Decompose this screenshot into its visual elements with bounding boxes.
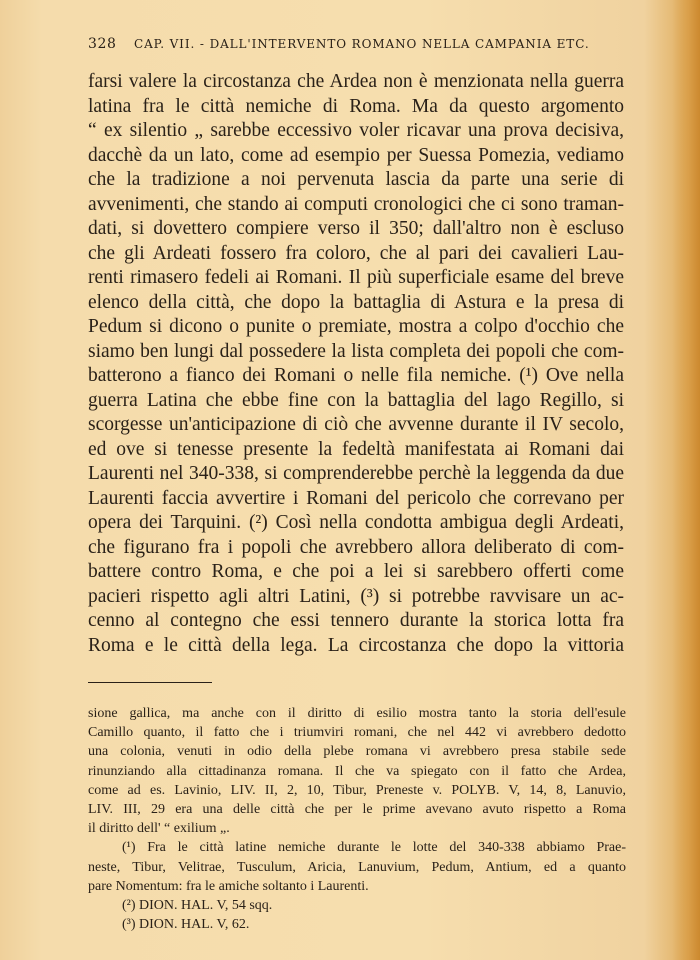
text-line: “ ex silentio „ sarebbe eccessivo voler ricavar una prova decisiva,: [88, 120, 624, 141]
text-line: cenno al contegno che essi tennero durante la storica lotta fra: [88, 610, 624, 631]
running-head: CAP. VII. - DALL'INTERVENTO ROMANO NELLA CAMPANIA ETC.: [134, 37, 590, 51]
text-line: che la tradizione a noi pervenuta lascia da parte una serie di: [88, 169, 624, 190]
main-text: [88, 70, 624, 658]
text-line: ed ove si tenesse presente la fedeltà manifestata ai Romani dai: [88, 438, 624, 460]
footnote-line: neste, Tibur, Velitrae, Tusculum, Aricia, Lanuvium, Pedum, Antium, ed a quanto: [88, 859, 626, 875]
text-line: latina fra le città nemiche di Roma. Ma da questo argomento: [88, 95, 624, 117]
text-line: avvenimenti, che stando ai computi cronologici che ci sono traman-: [88, 193, 624, 215]
footnote-line: rinunziando alla cittadinanza romana. Il che va spiegato con il fatto che Ardea,: [88, 763, 626, 779]
footnotes: [88, 704, 626, 934]
text-line: battere contro Roma, e che poi a lei si sarebbero offerti come: [88, 561, 624, 582]
footnote-line: Camillo quanto, il fatto che i triumviri romani, che nel 442 vi avrebbero dedotto: [88, 725, 626, 741]
text-line: Laurenti nel 340-338, si comprenderebbe perchè la leggenda da due: [88, 463, 624, 484]
page-number: 328: [88, 36, 117, 52]
footnote-line: LIV. III, 29 era una delle città che per le prime avevano avuto rispetto a Roma: [88, 801, 626, 817]
footnote-line: pare Nomentum: fra le amiche soltanto i Laurenti.: [88, 878, 369, 894]
footnote-line: sione gallica, ma anche con il diritto di esilio mostra tanto la storia dell'esule: [88, 706, 626, 721]
footnote-separator: [88, 682, 212, 683]
footnote-3: (³) DION. HAL. V, 62.: [122, 917, 250, 933]
text-line: Roma e le città della lega. La circostanza che dopo la vittoria: [88, 634, 624, 656]
text-line: opera dei Tarquini. (²) Così nella condotta ambigua degli Ardeati,: [88, 512, 624, 533]
text-line: Pedum si dicono o punite o premiate, mostra a colpo d'occhio che: [88, 316, 624, 337]
text-line: Laurenti faccia avvertire i Romani del pericolo che correvano per: [88, 487, 624, 509]
page-spine-shadow: [672, 0, 700, 960]
footnote-line: come ad es. Lavinio, LIV. II, 2, 10, Tibur, Preneste v. POLYB. V, 14, 8, Lanuvio,: [88, 782, 626, 798]
text-line: elenco della città, che dopo la battaglia di Astura e la presa di: [88, 291, 624, 313]
text-line: renti rimasero fedeli ai Romani. Il più superficiale esame del breve: [88, 267, 624, 288]
footnote-1: (¹) Fra le città latine nemiche durante le lotte del 340-338 abbiamo Prae-: [122, 840, 626, 856]
text-line: pacieri rispetto agli altri Latini, (³) si potrebbe ravvisare un ac-: [88, 585, 624, 607]
footnote-line: il diritto dell' “ exilium „.: [88, 821, 230, 837]
text-line: farsi valere la circostanza che Ardea non è menzionata nella guerra: [88, 71, 624, 92]
text-line: batterono a fianco dei Romani o nelle fila nemiche. (¹) Ove nella: [88, 365, 624, 386]
text-line: siamo ben lungi dal possedere la lista completa dei popoli che com-: [88, 340, 624, 362]
text-line: che gli Ardeati fossero fra coloro, che al pari dei cavalieri Lau-: [88, 242, 624, 264]
text-line: dati, si dovettero compiere verso il 350; dall'altro non è escluso: [88, 218, 624, 239]
page-header: [88, 36, 628, 58]
text-line: dacchè da un lato, come ad esempio per Suessa Pomezia, vediamo: [88, 144, 624, 166]
footnote-2: (²) DION. HAL. V, 54 sqq.: [122, 897, 273, 913]
text-line: guerra Latina che ebbe fine con la battaglia del lago Regillo, si: [88, 389, 624, 411]
text-line: che figurano fra i popoli che avrebbero allora deliberato di com-: [88, 536, 624, 558]
footnote-line: una colonia, venuti in odio della plebe romana vi avrebbero presa stabile sede: [88, 744, 626, 760]
text-line: scorgesse un'anticipazione di ciò che avvenne durante il IV secolo,: [88, 414, 624, 435]
